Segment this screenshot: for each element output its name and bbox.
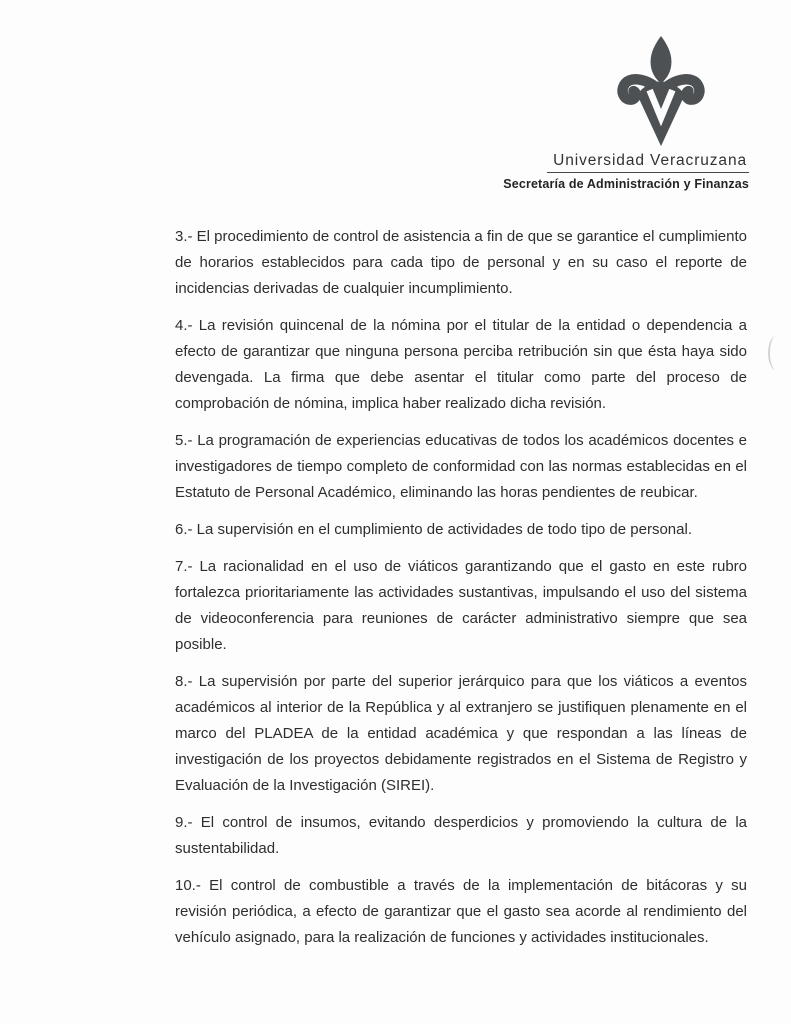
scan-artifact: [768, 336, 784, 370]
department-name: Secretaría de Administración y Finanzas: [503, 177, 749, 191]
list-item-9: 9.- El control de insumos, evitando desperdicios y promoviendo la cultura de la sustentabilidad.: [175, 814, 747, 857]
institution-name: Universidad Veracruzana: [547, 152, 749, 173]
list-item-10: 10.- El control de combustible a través de la implementación de bitácoras y su revisión periódica, a efecto de garantizar que el gasto sea acorde al rendimiento del vehículo asignado, para la realización de funciones y actividades institucionales.: [175, 877, 747, 946]
list-item-5: 5.- La programación de experiencias educativas de todos los académicos docentes e investigadores de tiempo completo de conformidad con las normas establecidas en el Estatuto de Personal Académico, eliminando las horas pendientes de reubicar.: [175, 432, 747, 501]
document-body: [175, 224, 747, 962]
list-item-6: 6.- La supervisión en el cumplimiento de actividades de todo tipo de personal.: [175, 521, 692, 538]
uv-logo-icon: [613, 36, 709, 148]
logo-petal: [651, 36, 672, 83]
list-item-7: 7.- La racionalidad en el uso de viáticos garantizando que el gasto en este rubro fortalezca prioritariamente las actividades sustantivas, impulsando el uso del sistema de videoconferencia para reuniones de carácter administrativo siempre que sea posible.: [175, 558, 747, 653]
list-item-3: 3.- El procedimiento de control de asistencia a fin de que se garantice el cumplimiento de horarios establecidos para cada tipo de personal y en su caso el reporte de incidencias derivadas de cualquier incumplimiento.: [175, 228, 747, 297]
list-item-4: 4.- La revisión quincenal de la nómina por el titular de la entidad o dependencia a efecto de garantizar que ninguna persona perciba retribución sin que ésta haya sido devengada. La firma que debe asentar el titular como parte del proceso de comprobación de nómina, implica haber realizado dicha revisión.: [175, 317, 747, 412]
letterhead: [503, 36, 749, 191]
list-item-8: 8.- La supervisión por parte del superior jerárquico para que los viáticos a eventos académicos al interior de la República y al extranjero se justifiquen plenamente en el marco del PLADEA de la entidad académica y que respondan a las líneas de investigación de los proyectos debidamente registrados en el Sistema de Registro y Evaluación de la Investigación (SIREI).: [175, 673, 747, 794]
